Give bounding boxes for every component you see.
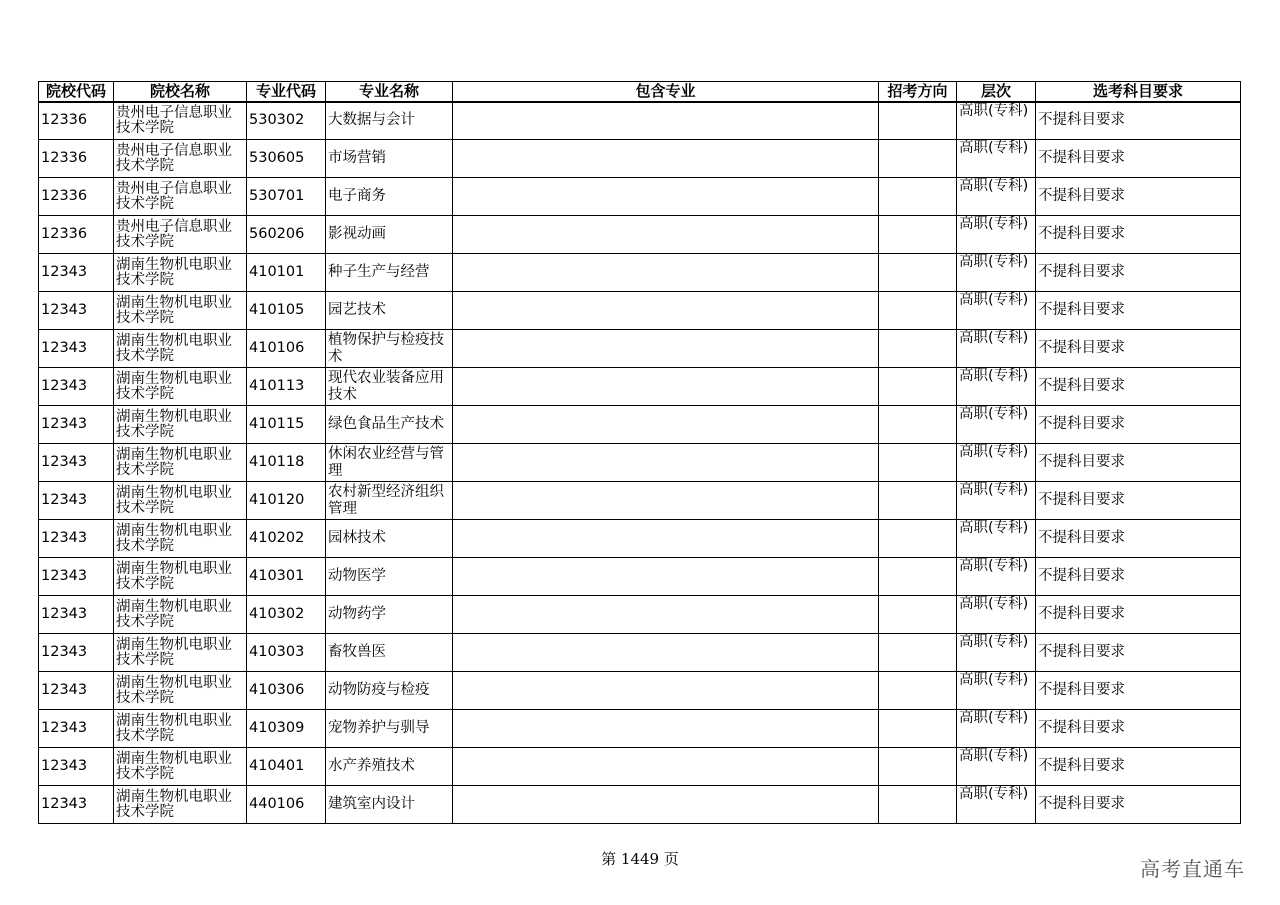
cell-major-name: 畜牧兽医 xyxy=(326,634,453,672)
cell-major-name: 市场营销 xyxy=(326,140,453,178)
cell-level: 高职(专科) xyxy=(957,406,1036,444)
cell-school-name: 湖南生物机电职业技术学院 xyxy=(114,786,247,824)
cell-direction xyxy=(879,520,957,558)
table-row xyxy=(39,558,1241,596)
cell-direction xyxy=(879,634,957,672)
cell-level: 高职(专科) xyxy=(957,102,1036,140)
cell-school-name: 贵州电子信息职业技术学院 xyxy=(114,102,247,140)
cell-included-majors xyxy=(453,482,879,520)
cell-major-code: 410301 xyxy=(247,558,326,596)
cell-included-majors xyxy=(453,634,879,672)
cell-level: 高职(专科) xyxy=(957,710,1036,748)
cell-school-name: 湖南生物机电职业技术学院 xyxy=(114,444,247,482)
cell-level: 高职(专科) xyxy=(957,786,1036,824)
cell-school-code: 12343 xyxy=(39,368,114,406)
table-row xyxy=(39,406,1241,444)
header-school-name: 院校名称 xyxy=(114,82,247,102)
cell-included-majors xyxy=(453,444,879,482)
cell-major-code: 410106 xyxy=(247,330,326,368)
cell-major-code: 410309 xyxy=(247,710,326,748)
cell-direction xyxy=(879,672,957,710)
cell-major-code: 410202 xyxy=(247,520,326,558)
cell-school-code: 12336 xyxy=(39,102,114,140)
cell-subject-requirement: 不提科目要求 xyxy=(1036,292,1241,330)
cell-direction xyxy=(879,558,957,596)
cell-school-code: 12343 xyxy=(39,748,114,786)
cell-direction xyxy=(879,330,957,368)
table-row xyxy=(39,178,1241,216)
table-row xyxy=(39,482,1241,520)
header-major-code: 专业代码 xyxy=(247,82,326,102)
cell-school-name: 湖南生物机电职业技术学院 xyxy=(114,368,247,406)
cell-subject-requirement: 不提科目要求 xyxy=(1036,406,1241,444)
cell-school-code: 12343 xyxy=(39,558,114,596)
cell-included-majors xyxy=(453,596,879,634)
cell-major-code: 440106 xyxy=(247,786,326,824)
cell-major-name: 大数据与会计 xyxy=(326,102,453,140)
cell-subject-requirement: 不提科目要求 xyxy=(1036,368,1241,406)
cell-included-majors xyxy=(453,178,879,216)
cell-major-code: 410401 xyxy=(247,748,326,786)
cell-included-majors xyxy=(453,558,879,596)
cell-major-name: 动物防疫与检疫 xyxy=(326,672,453,710)
cell-direction xyxy=(879,178,957,216)
cell-school-code: 12343 xyxy=(39,444,114,482)
cell-major-name: 园林技术 xyxy=(326,520,453,558)
table-row xyxy=(39,520,1241,558)
cell-direction xyxy=(879,710,957,748)
cell-level: 高职(专科) xyxy=(957,178,1036,216)
table-row xyxy=(39,292,1241,330)
cell-major-name: 现代农业装备应用技术 xyxy=(326,368,453,406)
cell-major-code: 410118 xyxy=(247,444,326,482)
cell-school-name: 湖南生物机电职业技术学院 xyxy=(114,330,247,368)
cell-direction xyxy=(879,444,957,482)
cell-level: 高职(专科) xyxy=(957,482,1036,520)
cell-subject-requirement: 不提科目要求 xyxy=(1036,710,1241,748)
cell-level: 高职(专科) xyxy=(957,254,1036,292)
header-level: 层次 xyxy=(957,82,1036,102)
cell-major-code: 410120 xyxy=(247,482,326,520)
cell-level: 高职(专科) xyxy=(957,216,1036,254)
cell-school-name: 湖南生物机电职业技术学院 xyxy=(114,406,247,444)
table-row xyxy=(39,216,1241,254)
cell-subject-requirement: 不提科目要求 xyxy=(1036,634,1241,672)
cell-school-code: 12343 xyxy=(39,786,114,824)
cell-level: 高职(专科) xyxy=(957,330,1036,368)
cell-major-name: 绿色食品生产技术 xyxy=(326,406,453,444)
table-row xyxy=(39,102,1241,140)
cell-included-majors xyxy=(453,672,879,710)
cell-direction xyxy=(879,140,957,178)
cell-major-name: 建筑室内设计 xyxy=(326,786,453,824)
cell-major-name: 水产养殖技术 xyxy=(326,748,453,786)
table-row xyxy=(39,596,1241,634)
cell-included-majors xyxy=(453,254,879,292)
table-row xyxy=(39,254,1241,292)
cell-school-name: 湖南生物机电职业技术学院 xyxy=(114,634,247,672)
table-row xyxy=(39,634,1241,672)
cell-major-code: 410105 xyxy=(247,292,326,330)
cell-subject-requirement: 不提科目要求 xyxy=(1036,444,1241,482)
cell-major-code: 410113 xyxy=(247,368,326,406)
cell-school-name: 湖南生物机电职业技术学院 xyxy=(114,520,247,558)
cell-level: 高职(专科) xyxy=(957,672,1036,710)
cell-school-code: 12336 xyxy=(39,140,114,178)
cell-school-code: 12336 xyxy=(39,216,114,254)
cell-included-majors xyxy=(453,406,879,444)
cell-included-majors xyxy=(453,786,879,824)
cell-major-name: 宠物养护与驯导 xyxy=(326,710,453,748)
cell-subject-requirement: 不提科目要求 xyxy=(1036,254,1241,292)
cell-major-code: 530701 xyxy=(247,178,326,216)
cell-included-majors xyxy=(453,710,879,748)
cell-school-name: 湖南生物机电职业技术学院 xyxy=(114,482,247,520)
table-row xyxy=(39,444,1241,482)
table-row xyxy=(39,140,1241,178)
cell-subject-requirement: 不提科目要求 xyxy=(1036,672,1241,710)
cell-direction xyxy=(879,102,957,140)
cell-subject-requirement: 不提科目要求 xyxy=(1036,482,1241,520)
cell-major-code: 410101 xyxy=(247,254,326,292)
header-subject-requirement: 选考科目要求 xyxy=(1036,82,1241,102)
table-row xyxy=(39,786,1241,824)
table-row xyxy=(39,710,1241,748)
cell-included-majors xyxy=(453,520,879,558)
cell-direction xyxy=(879,368,957,406)
header-major-name: 专业名称 xyxy=(326,82,453,102)
cell-subject-requirement: 不提科目要求 xyxy=(1036,102,1241,140)
cell-school-name: 湖南生物机电职业技术学院 xyxy=(114,254,247,292)
cell-direction xyxy=(879,482,957,520)
cell-level: 高职(专科) xyxy=(957,444,1036,482)
cell-school-name: 湖南生物机电职业技术学院 xyxy=(114,292,247,330)
cell-school-code: 12343 xyxy=(39,482,114,520)
cell-level: 高职(专科) xyxy=(957,558,1036,596)
table-body xyxy=(39,102,1241,824)
table-row xyxy=(39,672,1241,710)
cell-direction xyxy=(879,406,957,444)
cell-school-name: 贵州电子信息职业技术学院 xyxy=(114,216,247,254)
cell-subject-requirement: 不提科目要求 xyxy=(1036,558,1241,596)
cell-major-name: 影视动画 xyxy=(326,216,453,254)
cell-school-code: 12343 xyxy=(39,672,114,710)
cell-major-name: 种子生产与经营 xyxy=(326,254,453,292)
cell-subject-requirement: 不提科目要求 xyxy=(1036,216,1241,254)
cell-included-majors xyxy=(453,330,879,368)
cell-school-name: 湖南生物机电职业技术学院 xyxy=(114,558,247,596)
cell-major-code: 410306 xyxy=(247,672,326,710)
cell-major-code: 410115 xyxy=(247,406,326,444)
cell-direction xyxy=(879,786,957,824)
cell-school-code: 12343 xyxy=(39,710,114,748)
cell-school-code: 12343 xyxy=(39,292,114,330)
cell-major-name: 动物药学 xyxy=(326,596,453,634)
cell-major-name: 农村新型经济组织管理 xyxy=(326,482,453,520)
header-school-code: 院校代码 xyxy=(39,82,114,102)
cell-included-majors xyxy=(453,140,879,178)
cell-major-name: 电子商务 xyxy=(326,178,453,216)
admissions-table xyxy=(38,81,1241,824)
table-row xyxy=(39,368,1241,406)
cell-school-name: 贵州电子信息职业技术学院 xyxy=(114,140,247,178)
cell-subject-requirement: 不提科目要求 xyxy=(1036,330,1241,368)
cell-direction xyxy=(879,292,957,330)
cell-subject-requirement: 不提科目要求 xyxy=(1036,596,1241,634)
cell-level: 高职(专科) xyxy=(957,748,1036,786)
table-header-row xyxy=(39,82,1241,102)
cell-school-code: 12343 xyxy=(39,634,114,672)
cell-subject-requirement: 不提科目要求 xyxy=(1036,178,1241,216)
cell-included-majors xyxy=(453,748,879,786)
cell-major-name: 休闲农业经营与管理 xyxy=(326,444,453,482)
cell-direction xyxy=(879,596,957,634)
cell-major-code: 530302 xyxy=(247,102,326,140)
cell-school-name: 湖南生物机电职业技术学院 xyxy=(114,672,247,710)
cell-school-name: 贵州电子信息职业技术学院 xyxy=(114,178,247,216)
cell-school-code: 12343 xyxy=(39,520,114,558)
cell-level: 高职(专科) xyxy=(957,634,1036,672)
cell-level: 高职(专科) xyxy=(957,140,1036,178)
cell-major-name: 园艺技术 xyxy=(326,292,453,330)
header-included-majors: 包含专业 xyxy=(453,82,879,102)
cell-level: 高职(专科) xyxy=(957,368,1036,406)
cell-subject-requirement: 不提科目要求 xyxy=(1036,140,1241,178)
watermark-logo-text: 高考直通车 xyxy=(1140,857,1245,881)
cell-level: 高职(专科) xyxy=(957,292,1036,330)
cell-subject-requirement: 不提科目要求 xyxy=(1036,748,1241,786)
header-direction: 招考方向 xyxy=(879,82,957,102)
cell-major-code: 560206 xyxy=(247,216,326,254)
cell-school-code: 12343 xyxy=(39,596,114,634)
cell-direction xyxy=(879,216,957,254)
cell-level: 高职(专科) xyxy=(957,520,1036,558)
cell-direction xyxy=(879,748,957,786)
cell-subject-requirement: 不提科目要求 xyxy=(1036,786,1241,824)
cell-included-majors xyxy=(453,292,879,330)
cell-major-name: 动物医学 xyxy=(326,558,453,596)
table-row xyxy=(39,748,1241,786)
cell-direction xyxy=(879,254,957,292)
cell-level: 高职(专科) xyxy=(957,596,1036,634)
cell-included-majors xyxy=(453,368,879,406)
cell-major-code: 410302 xyxy=(247,596,326,634)
cell-school-name: 湖南生物机电职业技术学院 xyxy=(114,748,247,786)
cell-school-code: 12343 xyxy=(39,406,114,444)
cell-school-code: 12343 xyxy=(39,254,114,292)
table-row xyxy=(39,330,1241,368)
cell-major-code: 530605 xyxy=(247,140,326,178)
cell-included-majors xyxy=(453,102,879,140)
cell-major-name: 植物保护与检疫技术 xyxy=(326,330,453,368)
page-number: 第 1449 页 xyxy=(601,850,679,868)
cell-subject-requirement: 不提科目要求 xyxy=(1036,520,1241,558)
cell-school-name: 湖南生物机电职业技术学院 xyxy=(114,710,247,748)
cell-major-code: 410303 xyxy=(247,634,326,672)
cell-school-name: 湖南生物机电职业技术学院 xyxy=(114,596,247,634)
cell-school-code: 12336 xyxy=(39,178,114,216)
cell-school-code: 12343 xyxy=(39,330,114,368)
cell-included-majors xyxy=(453,216,879,254)
